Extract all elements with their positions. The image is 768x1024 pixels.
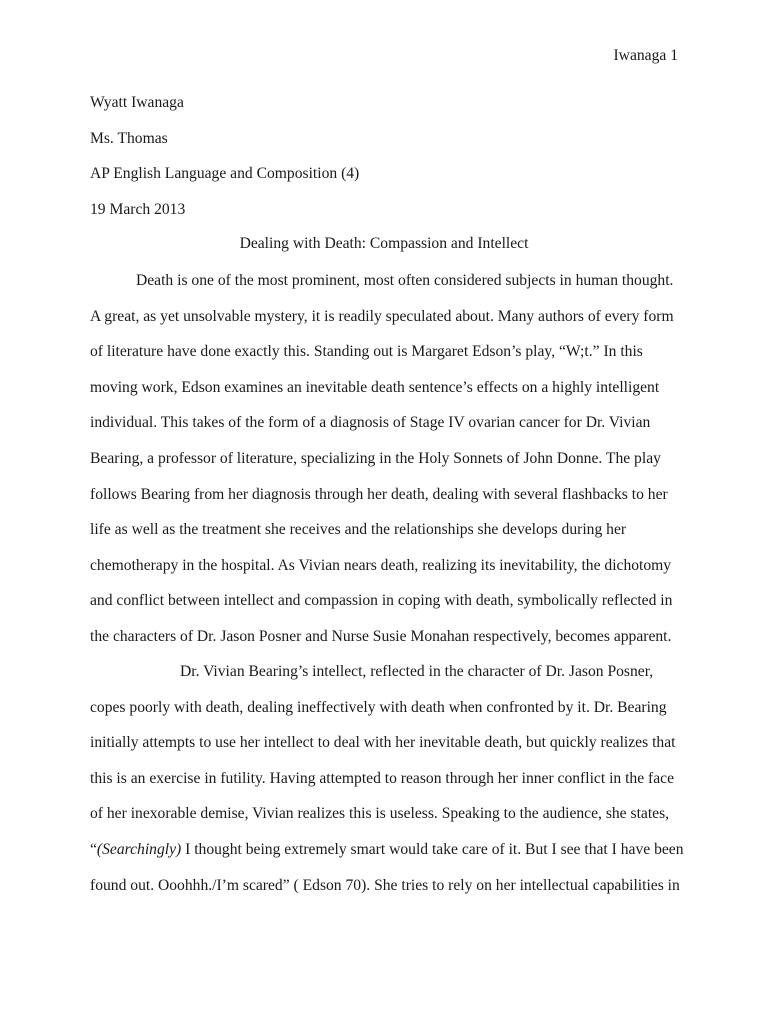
running-head: Iwanaga 1 — [613, 47, 678, 64]
paragraph-2-start: Dr. Vivian Bearing’s intellect, reflected in the character of Dr. Jason Posner, copes poorly with death, dealing ineffectively with death when confronted by it. Dr. Bearing initially attempts to use her intellect to deal with her inevitable death, but quickly realizes that this is an exercise in futility. Having attempted to reason through her inner conflict in the face of her inexorable demise, Vivian realizes this is useless. Speaking to the audience, she states, “ — [90, 663, 676, 858]
paragraph-2 — [90, 654, 686, 903]
stage-direction: (Searchingly) — [96, 840, 182, 858]
essay-title: Dealing with Death: Compassion and Intellect — [239, 235, 529, 252]
course-name: AP English Language and Composition (4) — [90, 165, 360, 182]
essay-date: 19 March 2013 — [90, 201, 186, 218]
teacher-name: Ms. Thomas — [90, 130, 168, 147]
paragraph-1: Death is one of the most prominent, most often considered subjects in human thought. A great, as yet unsolvable mystery, it is readily speculated about. Many authors of every form of literature have done exactly this. Standing out is Margaret Edson’s play, “W;t.” In this moving work, Edson examines an inevitable death sentence’s effects on a highly intelligent individual. This takes of the form of a diagnosis of Stage IV ovarian cancer for Dr. Vivian Bearing, a professor of literature, specializing in the Holy Sonnets of John Donne. The play follows Bearing from her diagnosis through her death, dealing with several flashbacks to her life as well as the treatment she receives and the relationships she develops during her chemotherapy in the hospital. As Vivian nears death, realizing its inevitability, the dichotomy and conflict between intellect and compassion in coping with death, symbolically reflected in the characters of Dr. Jason Posner and Nurse Susie Monahan respectively, becomes apparent. — [90, 272, 674, 645]
student-name: Wyatt Iwanaga — [90, 94, 184, 111]
paragraph-2-end: I thought being extremely smart would take care of it. But I see that I have been found out. Ooohhh./I’m scared” ( Edson 70). She tries to rely on her intellectual capabilities in — [90, 840, 684, 894]
